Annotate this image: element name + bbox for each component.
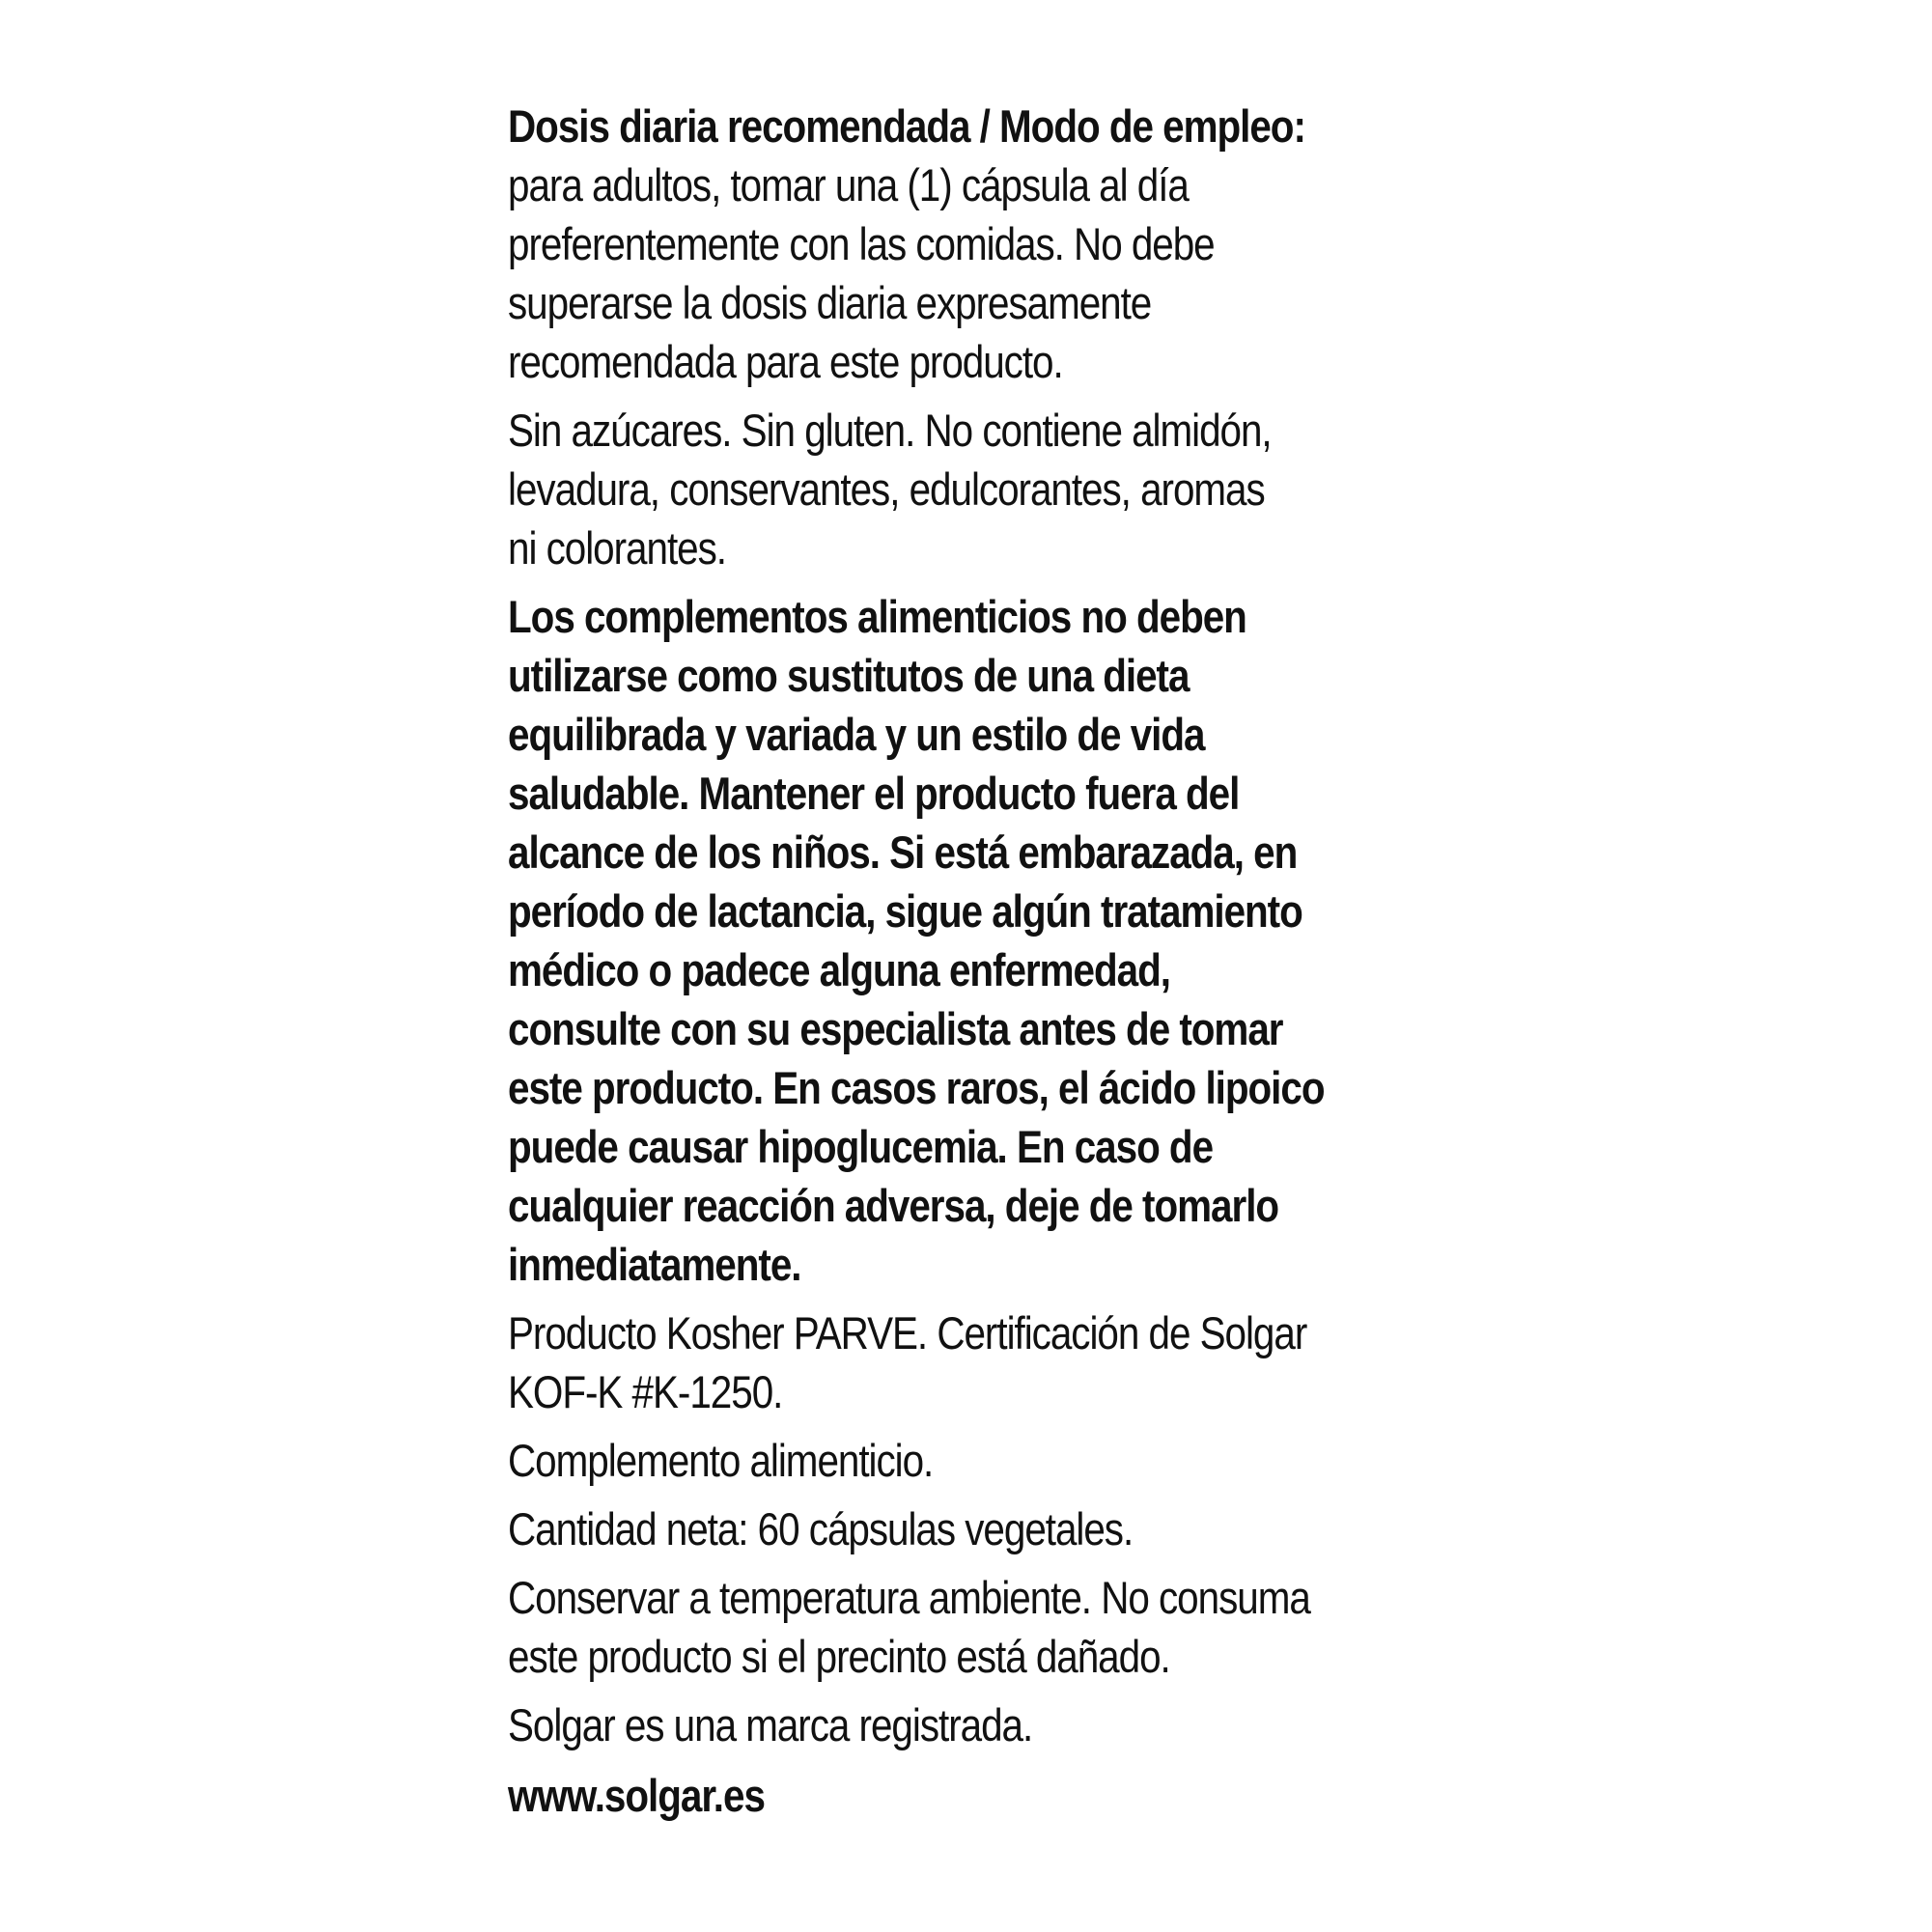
free-from-text: Sin azúcares. Sin gluten. No contiene almidón, levadura, conservantes, edulcorantes, aromas ni colorantes. bbox=[508, 405, 1272, 574]
warning-text: Los complementos alimenticios no deben utilizarse como sustitutos de una dieta equilibrada y variada y un estilo de vida saludable. Mantener el producto fuera del alcance de los niños. Si está embarazada, en período de lactancia, sigue algún tratamiento médico o padece alguna enfermedad, consulte con su especialista antes de tomar este producto. En casos raros, el ácido lipoico puede causar hipoglucemia. En caso de cualquier reacción adversa, deje de tomarlo inmediatamente. bbox=[508, 591, 1325, 1290]
storage-text: Conservar a temperatura ambiente. No consuma este producto si el precinto está dañado. bbox=[508, 1572, 1310, 1682]
category-text: Complemento alimenticio. bbox=[508, 1435, 934, 1486]
trademark-text: Solgar es una marca registrada. bbox=[508, 1699, 1033, 1750]
net-quantity-text: Cantidad neta: 60 cápsulas vegetales. bbox=[508, 1503, 1134, 1554]
product-label-text bbox=[508, 97, 1338, 1825]
kosher-text: Producto Kosher PARVE. Certificación de Solgar KOF-K #K-1250. bbox=[508, 1307, 1307, 1417]
dosage-heading: Dosis diaria recomendada / Modo de empleo: bbox=[508, 100, 1305, 152]
dosage-text: para adultos, tomar una (1) cápsula al día preferentemente con las comidas. No debe superarse la dosis diaria expresamente recomendada para este producto. bbox=[508, 159, 1215, 387]
website-link[interactable]: www.solgar.es bbox=[508, 1770, 765, 1821]
